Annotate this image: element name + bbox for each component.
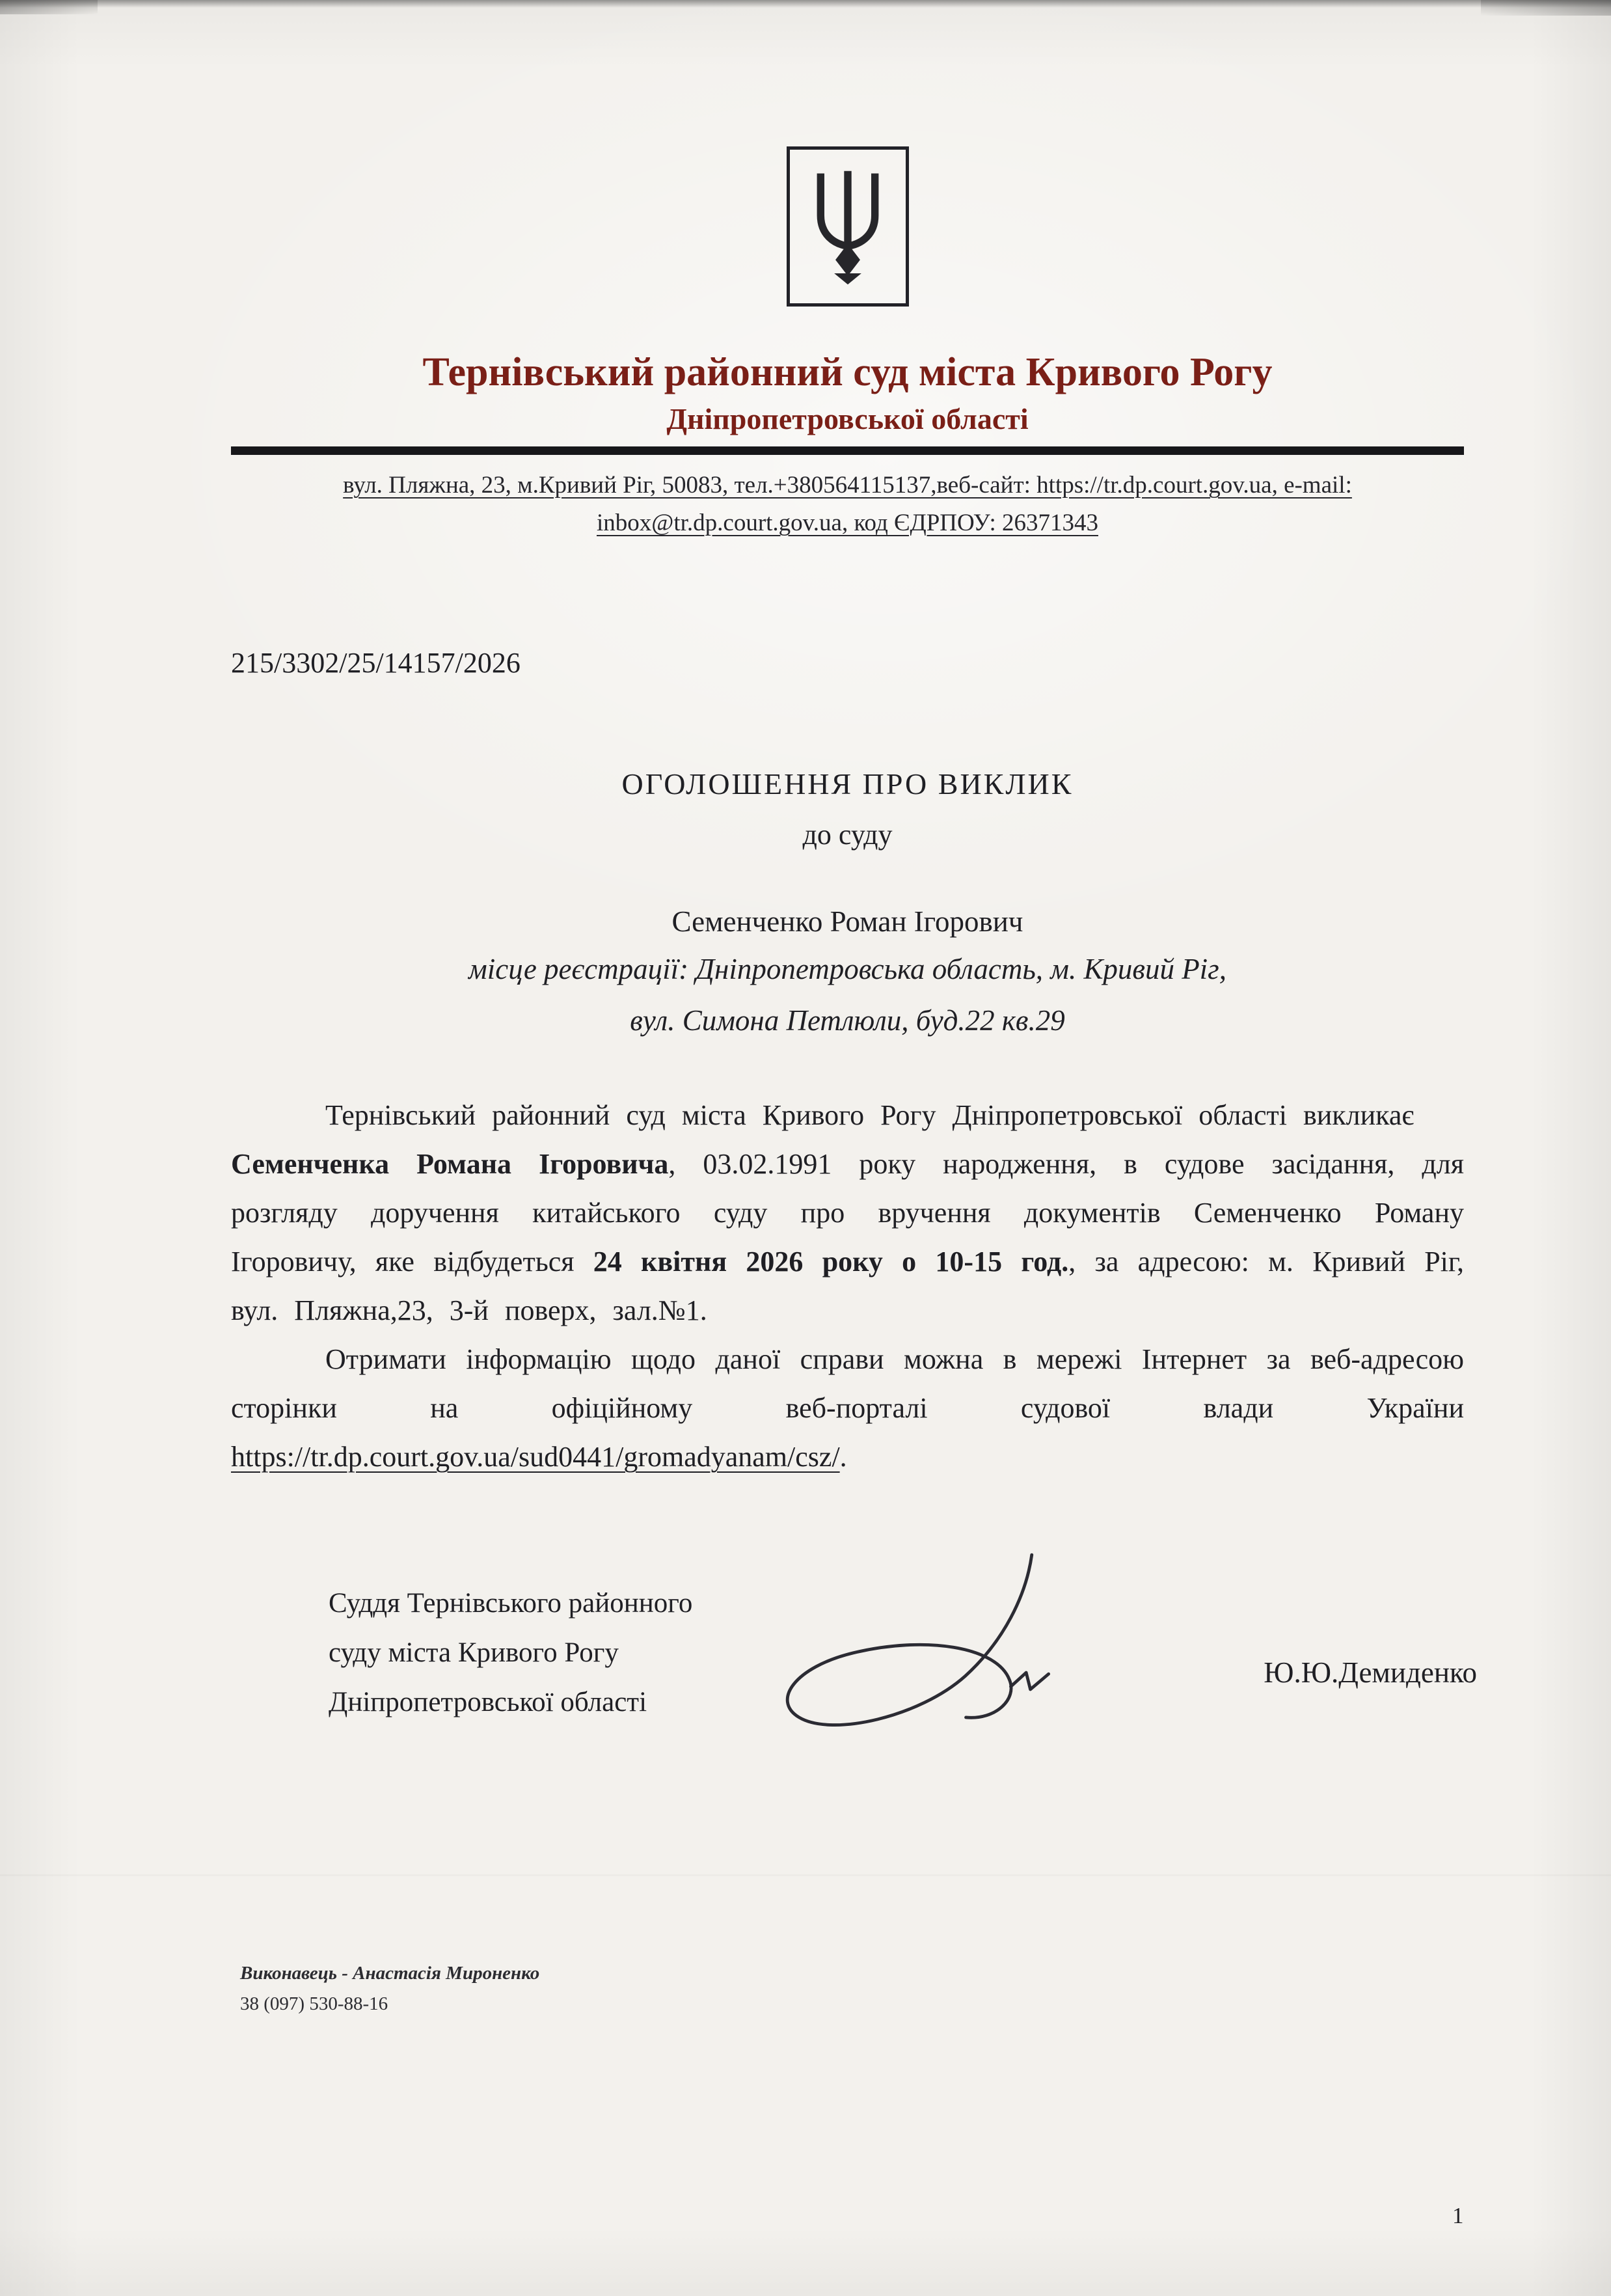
document-title: ОГОЛОШЕННЯ ПРО ВИКЛИК	[621, 767, 1074, 800]
signature-section	[231, 1579, 1477, 1852]
addressee-registration	[231, 944, 1464, 1046]
summons-details-text-2: , за адресою: м. Кривий Ріг, вул. Пляжна,23, 3-й поверх, зал.№1.	[231, 1246, 1464, 1326]
judge-title-line-3: Дніпропетровської області	[329, 1687, 647, 1717]
case-info-url: https://tr.dp.court.gov.ua/sud0441/gromadyanam/csz/	[231, 1441, 840, 1473]
paragraph-summons-details	[231, 1140, 1464, 1335]
registration-line-2: вул. Симона Петлюли, буд.22 кв.29	[630, 1004, 1065, 1037]
judge-title-line-1: Суддя Тернівського районного	[329, 1588, 693, 1619]
contact-line-1: вул. Пляжна, 23, м.Кривий Ріг, 50083, тел.+380564115137,веб-сайт: https://tr.dp.court.gov.ua, e-mail:	[343, 472, 1352, 499]
ukraine-trident-emblem-icon	[787, 146, 909, 307]
contact-block	[231, 467, 1464, 542]
judge-title	[329, 1579, 692, 1727]
paragraph-info-link	[231, 1335, 1464, 1481]
document-body	[231, 1091, 1464, 1481]
header-divider	[231, 446, 1464, 455]
executor-name: Виконавець - Анастасія Мироненко	[240, 1963, 540, 1984]
handwritten-signature	[751, 1546, 1116, 1774]
case-number: 215/3302/25/14157/2026	[231, 647, 521, 679]
court-name: Тернівський районний суд міста Кривого Рогу	[422, 350, 1273, 394]
page-number: 1	[1452, 2203, 1464, 2228]
executor-phone: 38 (097) 530-88-16	[240, 1993, 388, 2014]
hearing-date-time: 24 квітня 2026 року о 10-15 год.	[593, 1246, 1069, 1278]
info-text: Отримати інформацію щодо даної справи можна в мережі Інтернет за веб-адресою сторінки на офіційному веб-порталі судової влади України	[231, 1343, 1464, 1424]
contact-line-2: inbox@tr.dp.court.gov.ua, код ЄДРПОУ: 26371343	[597, 510, 1098, 536]
paragraph-summons-intro	[231, 1091, 1464, 1140]
summoned-person-name: Семенченка Романа Ігоровича	[231, 1148, 669, 1180]
summons-intro-text: Тернівський районний суд міста Кривого Рогу Дніпропетровської області викликає	[325, 1099, 1415, 1131]
addressee-name: Семенченко Роман Ігорович	[671, 905, 1023, 938]
document-subtitle: до суду	[802, 819, 893, 851]
footer	[240, 1963, 1464, 2015]
summons-details-text-1: , 03.02.1991 року народження, в судове засідання, для розгляду доручення китайського суду про вручення документів Семенченко Роману Ігоровичу, яке відбудеться	[231, 1148, 1464, 1278]
judge-title-line-2: суду міста Кривого Рогу	[329, 1637, 619, 1668]
judge-name: Ю.Ю.Демиденко	[1264, 1656, 1477, 1689]
registration-line-1: місце реєстрації: Дніпропетровська область, м. Кривий Ріг,	[468, 953, 1226, 985]
info-text-end: .	[839, 1441, 847, 1473]
court-region: Дніпропетровської області	[666, 402, 1029, 435]
